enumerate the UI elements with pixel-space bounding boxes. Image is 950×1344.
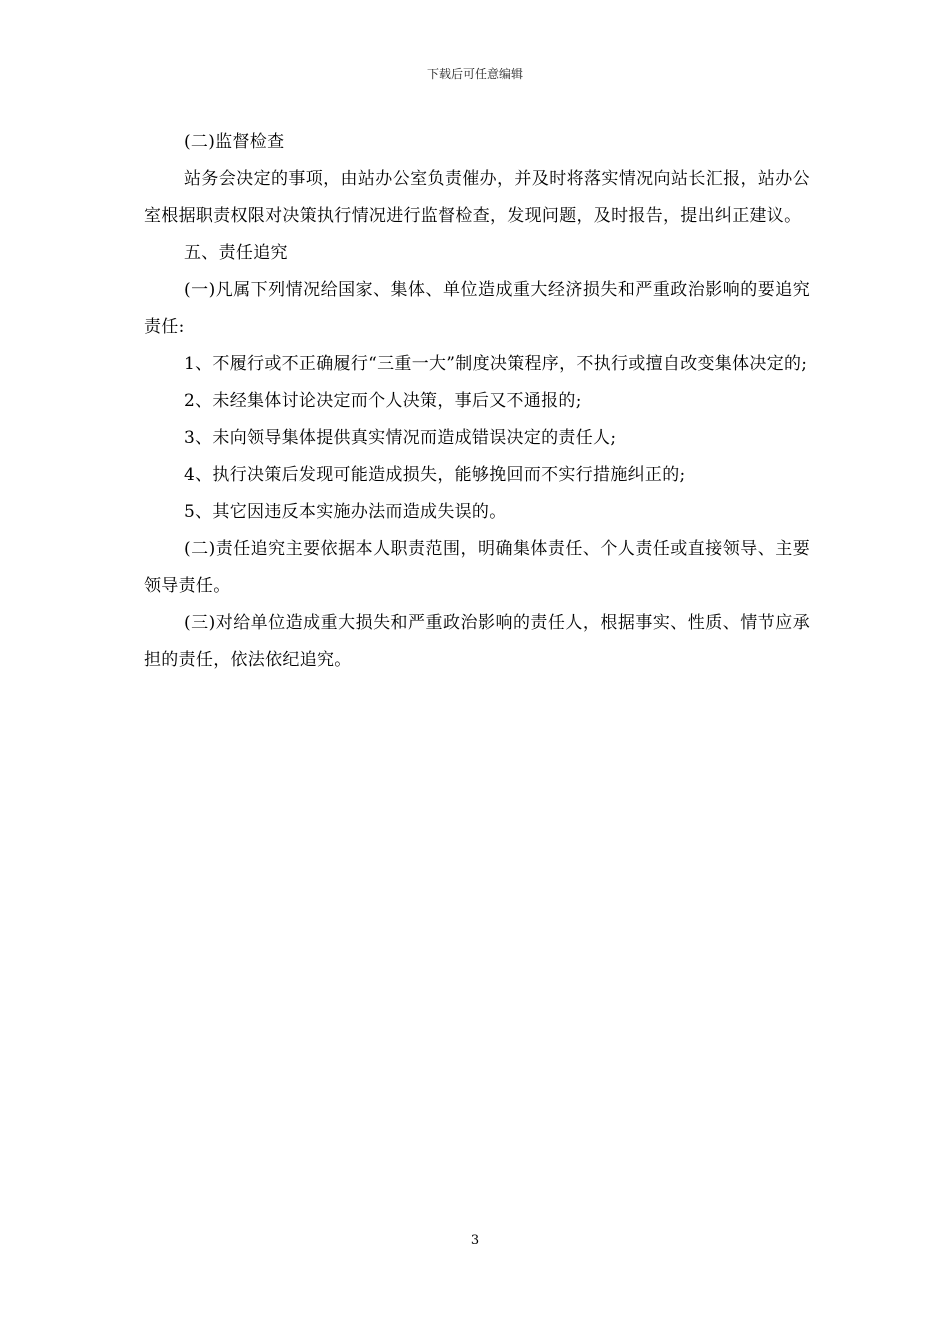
- list-item-1: 1、不履行或不正确履行“三重一大”制度决策程序，不执行或擅自改变集体决定的;: [184, 354, 808, 374]
- list-item-5: 5、其它因违反本实施办法而造成失误的。: [184, 502, 507, 522]
- list-item-3: 3、未向领导集体提供真实情况而造成错误决定的责任人;: [184, 428, 617, 448]
- page-header: 下载后可任意编辑: [426, 67, 523, 81]
- section-heading-supervision: (二)监督检查: [184, 132, 285, 152]
- list-item-4: 4、执行决策后发现可能造成损失，能够挽回而不实行措施纠正的;: [184, 465, 686, 485]
- page-number: 3: [470, 1233, 480, 1248]
- paragraph-accountability-basis: (二)责任追究主要依据本人职责范围，明确集体责任、个人责任或直接领导、主要领导责任。: [144, 539, 810, 596]
- paragraph-accountability-penalty: (三)对给单位造成重大损失和严重政治影响的责任人，根据事实、性质、情节应承担的责任，依法依纪追究。: [144, 613, 810, 670]
- document-body: [144, 124, 810, 679]
- paragraph-supervision-body: 站务会决定的事项，由站办公室负责催办，并及时将落实情况向站长汇报，站办公室根据职责权限对决策执行情况进行监督检查，发现问题，及时报告，提出纠正建议。: [144, 169, 810, 226]
- list-item-2: 2、未经集体讨论决定而个人决策，事后又不通报的;: [184, 391, 582, 411]
- section-heading-accountability: 五、责任追究: [184, 243, 288, 263]
- paragraph-accountability-intro: (一)凡属下列情况给国家、集体、单位造成重大经济损失和严重政治影响的要追究责任:: [144, 280, 810, 337]
